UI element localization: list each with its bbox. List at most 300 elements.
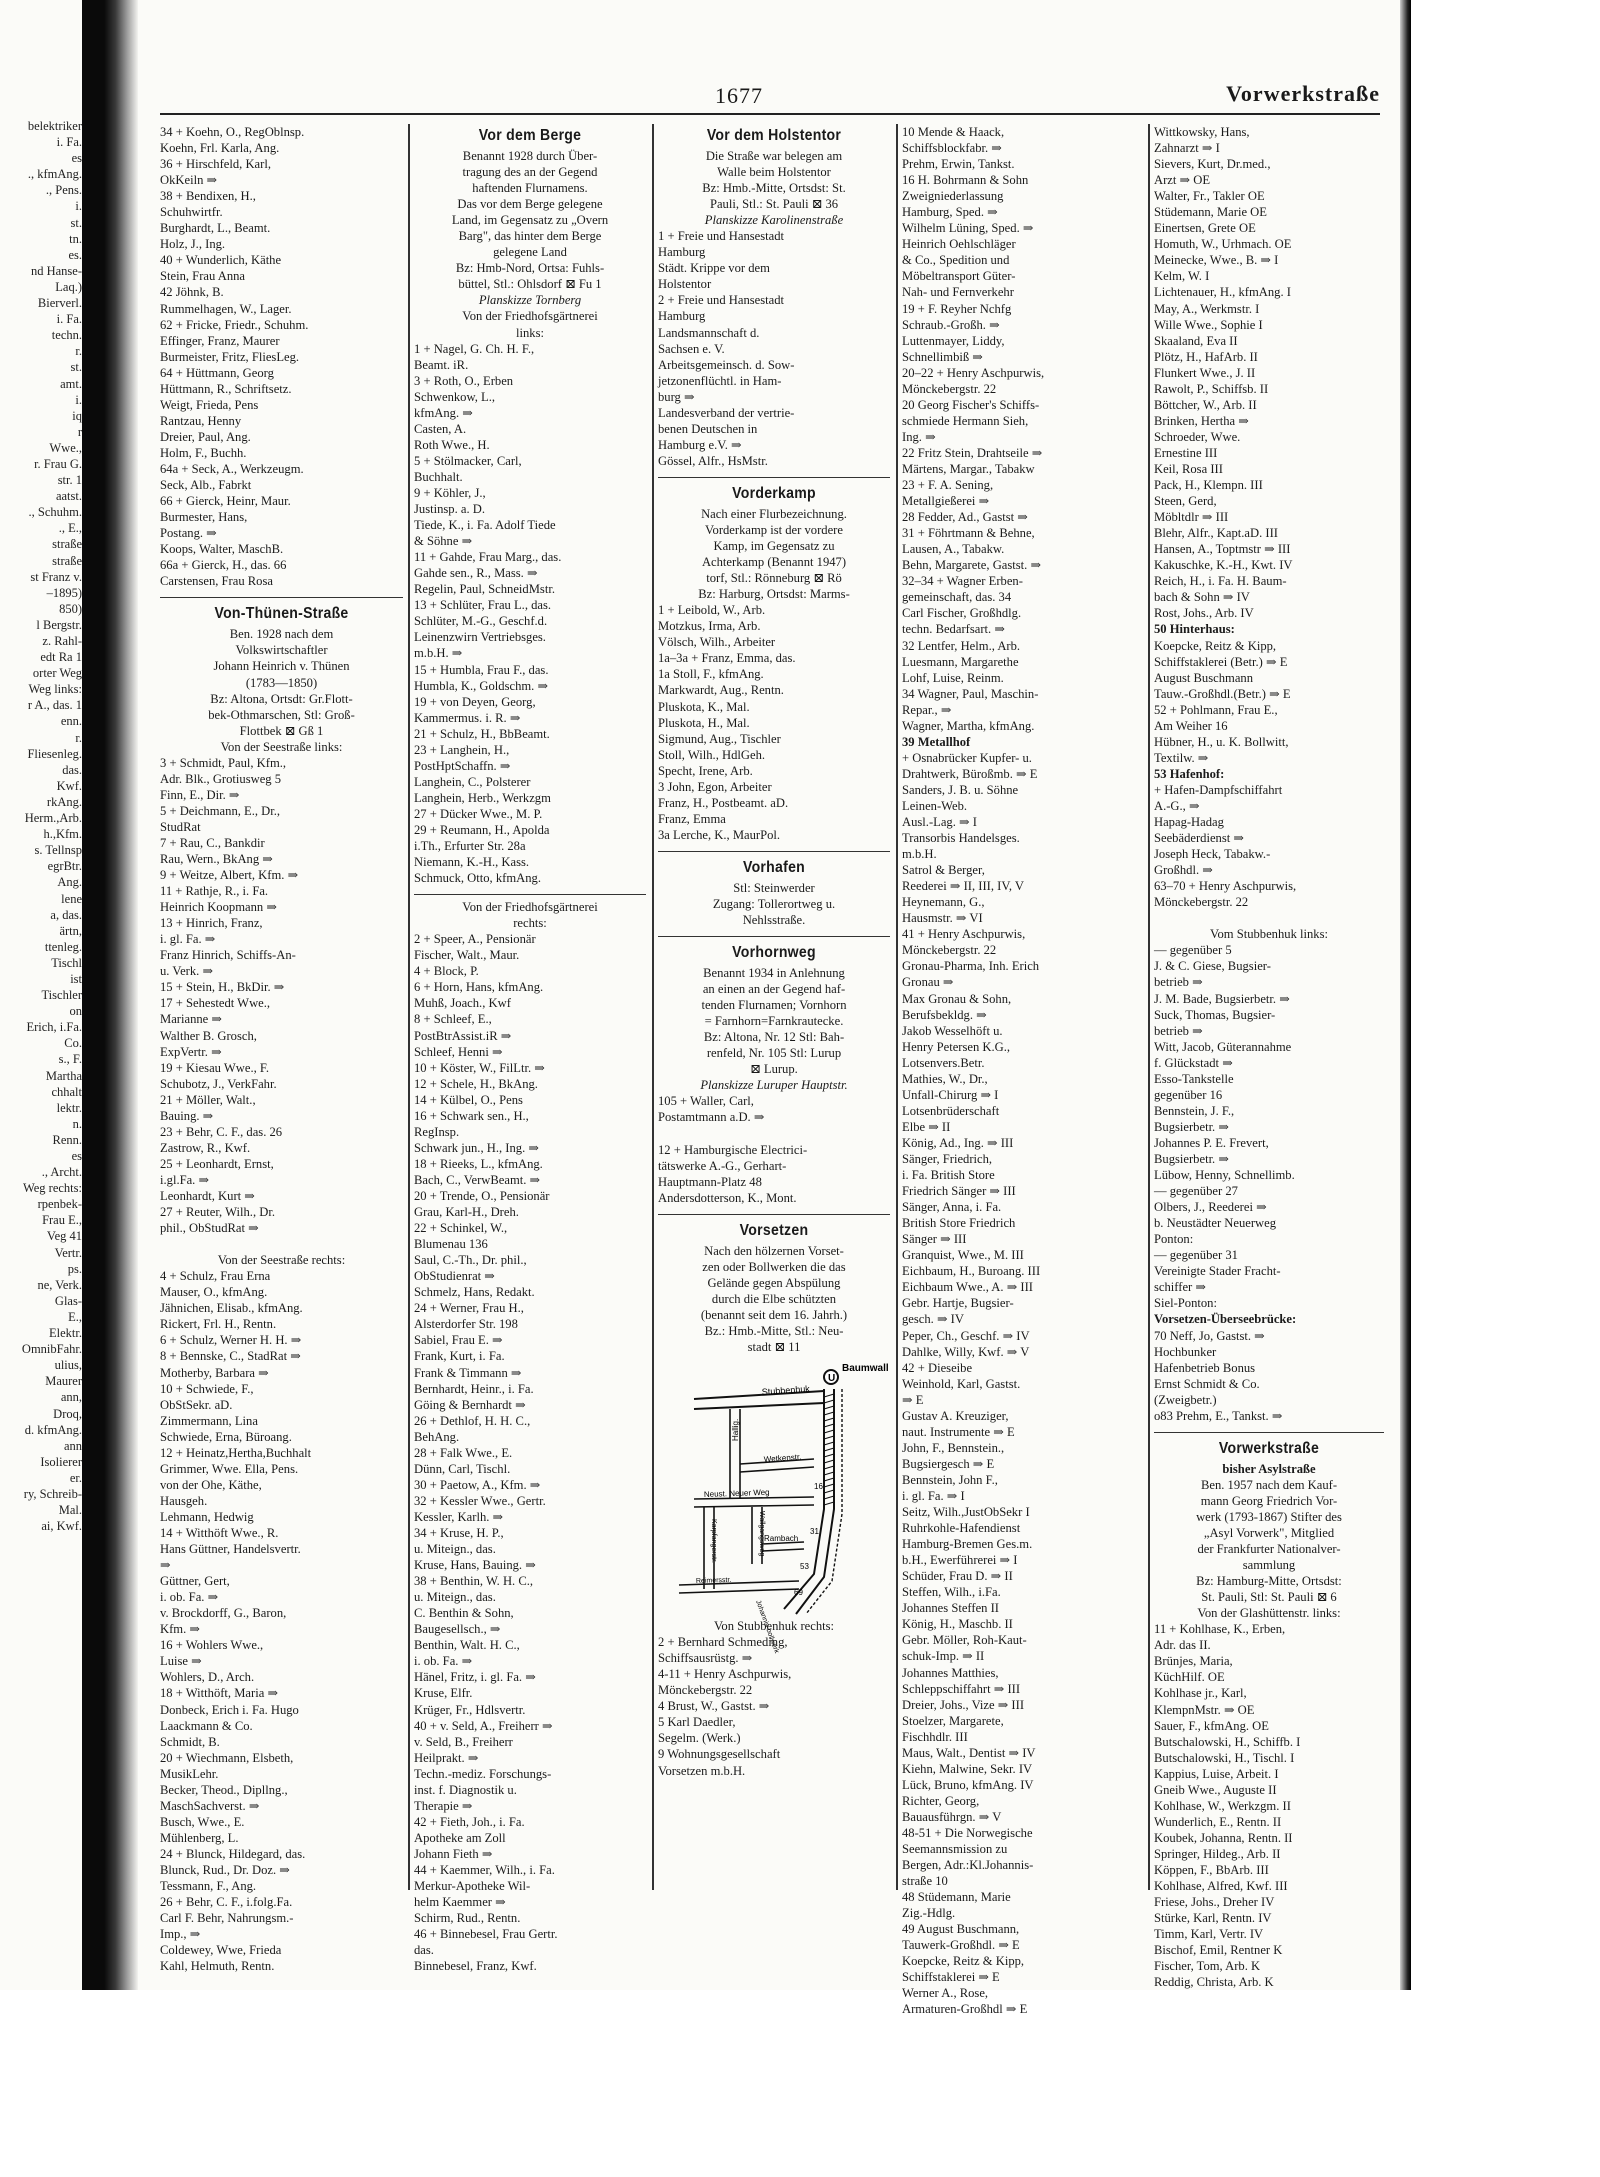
fragment-line: Ang. — [57, 875, 82, 890]
entry-line: u. Miteign., das. — [414, 1542, 496, 1557]
book-gutter — [82, 0, 138, 1990]
entry-line: Mönckebergstr. 22 — [902, 381, 997, 396]
street-description: Kamp, im Gegensatz zu — [713, 539, 835, 554]
entry-line: Binnebesel, Franz, Kwf. — [414, 1959, 537, 1974]
entry-line: Schwark jun., H., Ing. ⇒ — [414, 1140, 539, 1155]
entry-line: Gebr. Hartje, Bugsier- — [902, 1296, 1014, 1311]
entry-line: Adr. Blk., Grotiusweg 5 — [160, 771, 282, 786]
street-description: Bz: Altona, Nr. 12 Stl: Bah- — [703, 1030, 845, 1045]
entry-line: Böttcher, W., Arb. II — [1154, 397, 1257, 412]
street-description: Von der Friedhofsgärtnerei — [462, 900, 598, 915]
fragment-line: Co. — [64, 1036, 82, 1051]
fragment-line: ., Schuhm. — [28, 505, 82, 520]
entry-line: Coldewey, Wwe, Frieda — [160, 1943, 282, 1958]
street-description: Bz: Hamburg-Mitte, Ortsdst: — [1196, 1574, 1342, 1589]
map-label: Neust. Neuer Weg — [703, 1487, 770, 1500]
entry-line: 28 Fedder, Ad., Gastst ⇒ — [902, 510, 1028, 525]
fragment-line: on — [69, 1004, 82, 1019]
fragment-line: 850) — [59, 601, 82, 616]
map-label: Stubbenhuk — [761, 1383, 811, 1398]
entry-line: (Zweigbetr.) — [1154, 1392, 1217, 1407]
entry-line: Koepcke, Reitz & Kipp, — [1154, 638, 1277, 653]
fragment-line: edt Ra 1 — [40, 650, 82, 665]
street-heading: Von-Thünen-Straße — [214, 605, 349, 623]
entry-line: Köppen, F., BbArb. III — [1154, 1862, 1269, 1877]
entry-line: Friese, Johs., Dreher IV — [1154, 1895, 1275, 1910]
entry-line: Mönckebergstr. 22 — [1154, 895, 1249, 910]
entry-line: 66 + Gierck, Heinr, Maur. — [160, 494, 291, 509]
entry-line: Wunderlich, E., Rentn. II — [1154, 1814, 1282, 1829]
entry-line: Grau, Karl-H., Dreh. — [414, 1205, 519, 1220]
entry-line: Am Weiher 16 — [1154, 718, 1228, 733]
entry-line: J. & C. Giese, Bugsier- — [1154, 959, 1271, 974]
section-rule — [1154, 1424, 1384, 1433]
fragment-line: Droq, — [53, 1406, 82, 1421]
fragment-line: st. — [70, 360, 82, 375]
entry-line: KlempnMstr. ⇒ OE — [1154, 1702, 1255, 1717]
entry-line: Lohf, Luise, Reinm. — [902, 670, 1004, 685]
street-description: Bz: Hmb.-Mitte, Ortsdst: St. — [702, 181, 846, 196]
entry-line: Hochbunker — [1154, 1344, 1217, 1359]
column-divider — [652, 124, 654, 1890]
fragment-line: str. 1 — [57, 473, 82, 488]
fragment-line: ist — [70, 971, 82, 986]
entry-line: 3 John, Egon, Arbeiter — [658, 779, 772, 794]
map-street-line — [762, 1549, 804, 1551]
map-hatch — [824, 1484, 834, 1487]
map-label: Wallgangsweg — [758, 1511, 765, 1557]
entry-line: 38 + Bendixen, H., — [160, 189, 256, 204]
entry-line: Muhß, Joach., Kwf — [414, 996, 511, 1011]
entry-line: Dreier, Johs., Vize ⇒ III — [902, 1697, 1025, 1712]
entry-line: von der Ohe, Käthe, — [160, 1477, 262, 1492]
fragment-line: ann, — [60, 1390, 82, 1405]
entry-line: Rickert, Frl. H., Rentn. — [160, 1317, 277, 1332]
entry-line: 22 + Schinkel, W., — [414, 1221, 508, 1236]
entry-line: Burmeister, Fritz, FliesLeg. — [160, 349, 300, 364]
entry-line: Bennstein, J. F., — [1154, 1103, 1235, 1118]
entry-line: Lehmann, Hedwig — [160, 1509, 254, 1524]
entry-line: Kakuschke, K.-H., Kwt. IV — [1154, 558, 1293, 573]
entry-line: Brünjes, Maria, — [1154, 1654, 1233, 1669]
entry-line: Schmidt, B. — [160, 1734, 220, 1749]
entry-line: Nah- und Fernverkehr — [902, 285, 1014, 300]
street-description: Nach den hölzernen Vorset- — [704, 1243, 844, 1258]
entry-line: 105 + Waller, Carl, — [658, 1094, 754, 1109]
street-description: Von der Friedhofsgärtnerei — [462, 309, 598, 324]
fragment-line: Kwf. — [56, 778, 82, 793]
fragment-line: i. Fa. — [56, 312, 82, 327]
entry-line: u. Verk. ⇒ — [160, 964, 213, 979]
entry-line: Schwiede, Erna, Büroang. — [160, 1429, 292, 1444]
entry-line: i. gl. Fa. ⇒ — [160, 932, 216, 947]
entry-line: Carstensen, Frau Rosa — [160, 574, 273, 589]
column-3 — [658, 124, 890, 1900]
entry-line: Hausgeh. — [160, 1493, 208, 1508]
fragment-line: a, das. — [50, 907, 82, 922]
map-hatch — [824, 1442, 834, 1445]
entry-line: Metallgießerei ⇒ — [902, 494, 990, 509]
entry-line: Markwardt, Aug., Rentn. — [658, 683, 784, 698]
entry-line: Lübow, Henny, Schnellimb. — [1154, 1168, 1295, 1183]
entry-line: 50 Hinterhaus: — [1154, 622, 1235, 637]
entry-line: 26 + Behr, C. F., i.folg.Fa. — [160, 1895, 293, 1910]
entry-line: Ruhrkohle-Hafendienst — [902, 1521, 1021, 1536]
entry-line: 14 + Külbel, O., Pens — [414, 1092, 523, 1107]
entry-line: Märtens, Margar., Tabakw — [902, 461, 1035, 476]
entry-line: Zimmermann, Lina — [160, 1413, 258, 1428]
entry-line: Apotheke am Zoll — [414, 1830, 506, 1845]
fragment-line: aatst. — [55, 489, 82, 504]
entry-line: Max Gronau & Sohn, — [902, 991, 1012, 1006]
entry-line: Hübner, H., u. K. Bollwitt, — [1154, 734, 1289, 749]
entry-line: 2 + Speer, A., Pensionär — [414, 932, 536, 947]
page-edge-shadow — [1400, 0, 1411, 1990]
entry-line: 40 + Wunderlich, Käthe — [160, 253, 282, 268]
entry-line: 42 + Dieseibe — [902, 1360, 973, 1375]
entry-line: Unfall-Chirurg ⇒ I — [902, 1087, 999, 1102]
entry-line: Saul, C.-Th., Dr. phil., — [414, 1253, 527, 1268]
entry-line: 3 + Schmidt, Paul, Kfm., — [160, 755, 287, 770]
street-description: Von der Glashüttenstr. links: — [1197, 1606, 1341, 1621]
entry-line: Skaaland, Eva II — [1154, 333, 1238, 348]
entry-line: 27 + Reuter, Wilh., Dr. — [160, 1205, 275, 1220]
street-description: büttel, Stl.: Ohlsdorf ⊠ Fu 1 — [458, 277, 602, 292]
entry-line — [658, 1126, 890, 1142]
entry-line: 2 + Bernhard Schmeding, — [658, 1635, 788, 1650]
entry-line: Luesmann, Margarethe — [902, 654, 1019, 669]
entry-line: Beamt. iR. — [414, 357, 469, 372]
map-hatch — [824, 1418, 834, 1421]
entry-line: Granquist, Wwe., M. III — [902, 1248, 1024, 1263]
fragment-line: Weg links: — [28, 682, 82, 697]
entry-line: Techn.-mediz. Forschungs- — [414, 1766, 552, 1781]
entry-line: 10 + Köster, W., FilLtr. ⇒ — [414, 1060, 545, 1075]
street-description: stadt ⊠ 11 — [747, 1340, 801, 1355]
fragment-line: ann — [63, 1438, 82, 1453]
entry-line: Schraub.-Großh. ⇒ — [902, 317, 1000, 332]
fragment-line: Herm.,Arb. — [24, 811, 82, 826]
entry-line: Richter, Georg, — [902, 1793, 980, 1808]
street-description: Benannt 1934 in Anlehnung — [703, 966, 845, 981]
street-description: Planskizze Karolinenstraße — [704, 213, 844, 228]
street-description: links: — [516, 325, 544, 340]
entry-line: b.H., Ewerführerei ⇒ I — [902, 1553, 1018, 1568]
entry-line: Zahnarzt ⇒ I — [1154, 141, 1220, 156]
entry-line: Sänger, Anna, i. Fa. — [902, 1200, 1002, 1215]
street-heading: Vor dem Berge — [478, 127, 582, 144]
entry-line: 11 + Rathje, R., i. Fa. — [160, 884, 269, 899]
entry-line: Hauptmann-Platz 48 — [658, 1174, 762, 1189]
fragment-line: orter Weg — [32, 666, 82, 681]
entry-line: Weinhold, Karl, Gastst. — [902, 1376, 1021, 1391]
fragment-line: enn. — [60, 714, 82, 729]
entry-line: Bischof, Emil, Rentner K — [1154, 1943, 1283, 1958]
entry-line: Blumenau 136 — [414, 1237, 488, 1252]
entry-line: Rantzau, Henny — [160, 413, 242, 428]
entry-line: 29 + Reumann, H., Apolda — [414, 822, 550, 837]
entry-line: Steen, Gerd, — [1154, 494, 1217, 509]
entry-line: Seitz, Wilh.,JustObSekr I — [902, 1505, 1030, 1520]
entry-line: Wagner, Martha, kfmAng. — [902, 718, 1035, 733]
entry-line: Sänger, Friedrich, — [902, 1152, 993, 1166]
entry-line: Städt. Krippe vor dem — [658, 261, 770, 276]
map-hatch — [824, 1406, 834, 1409]
entry-line: helm Kaemmer ⇒ — [414, 1895, 506, 1910]
entry-line: Berufsbekldg. ⇒ — [902, 1007, 987, 1022]
entry-line: Sänger ⇒ III — [902, 1232, 967, 1247]
entry-line: 22 Fritz Stein, Drahtseile ⇒ — [902, 445, 1043, 460]
entry-line: Bugsiergesch ⇒ E — [902, 1456, 995, 1471]
street-description: „Asyl Vorwerk", Mitglied — [1203, 1525, 1335, 1540]
entry-line: Hans Güttner, Handelsvertr. — [160, 1542, 301, 1557]
fragment-line: r. Frau G. — [34, 456, 82, 471]
entry-line: — gegenüber 27 — [1154, 1184, 1238, 1199]
street-heading: Vorwerkstraße — [1218, 1439, 1320, 1457]
entry-line: Lichtenauer, H., kfmAng. I — [1154, 285, 1291, 300]
fragment-line: nd Hanse- — [30, 263, 82, 278]
entry-line: 24 + Blunck, Hildegard, das. — [160, 1846, 306, 1861]
entry-line: Holm, F., Buchh. — [160, 445, 247, 460]
entry-line: BehAng. — [414, 1429, 460, 1444]
column-4 — [902, 124, 1142, 2017]
entry-line: Zig.-Hdlg. — [902, 1906, 956, 1921]
entry-line: Laackmann & Co. — [160, 1718, 253, 1733]
fragment-line: st Franz v. — [30, 569, 82, 584]
street-description: Nehlsstraße. — [742, 913, 806, 928]
entry-line: jetzonenflüchtl. in Ham- — [658, 373, 782, 388]
entry-line: 38 + Benthin, W. H. C., — [414, 1574, 534, 1589]
column-2 — [414, 124, 646, 1974]
entry-line: Springer, Hildeg., Arb. II — [1154, 1846, 1281, 1861]
entry-line: Maus, Walt., Dentist ⇒ IV — [902, 1745, 1036, 1760]
map-label: 69 — [794, 1588, 803, 1598]
street-description: tragung des an der Gegend — [462, 165, 598, 180]
entry-line: PostBtrAssist.iR ⇒ — [414, 1028, 512, 1043]
entry-line: Wittkowsky, Hans, — [1154, 125, 1250, 139]
page-number: 1677 — [715, 83, 763, 108]
entry-line: Johannes Steffen II — [902, 1601, 999, 1616]
entry-line: 28 + Falk Wwe., E. — [414, 1445, 513, 1460]
entry-line: Leonhardt, Kurt ⇒ — [160, 1189, 255, 1203]
fragment-line: i. — [75, 199, 82, 214]
entry-line: 25 + Leonhardt, Ernst, — [160, 1156, 274, 1171]
entry-line: Ernst Schmidt & Co. — [1154, 1376, 1260, 1391]
entry-line: Motherby, Barbara ⇒ — [160, 1365, 269, 1380]
entry-line: phil., ObStudRat ⇒ — [160, 1221, 259, 1236]
entry-line: Meinecke, Wwe., B. ⇒ I — [1154, 253, 1279, 268]
entry-line: Witt, Jacob, Güterannahme — [1154, 1039, 1292, 1054]
entry-line: Olbers, J., Reederei ⇒ — [1154, 1200, 1267, 1215]
street-description: renfeld, Nr. 105 Stl: Lurup — [706, 1046, 842, 1061]
fragment-line: lene — [61, 891, 82, 906]
entry-line: Gneib Wwe., Auguste II — [1154, 1782, 1277, 1797]
map-hatch — [824, 1412, 834, 1415]
entry-line: Henry Petersen K.G., — [902, 1039, 1011, 1054]
entry-line: Kessler, Karlh. ⇒ — [414, 1509, 504, 1524]
entry-line: Jähnichen, Elisab., kfmAng. — [160, 1301, 303, 1316]
map-label: Hallig. — [731, 1418, 740, 1442]
page-header — [160, 75, 1380, 109]
entry-line: 11 + Gahde, Frau Marg., das. — [414, 550, 562, 565]
entry-line: Möbeltransport Güter- — [902, 269, 1016, 284]
entry-line: Buchhalt. — [414, 469, 463, 484]
fragment-line: techn. — [51, 328, 82, 343]
map-hatch — [824, 1472, 834, 1475]
entry-line: gesch. ⇒ IV — [902, 1312, 964, 1327]
map-hatch — [824, 1466, 834, 1469]
entry-line: 18 + Rieeks, L., kfmAng. — [414, 1156, 543, 1171]
street-description: (1783—1850) — [245, 675, 318, 690]
entry-line: Lück, Bruno, kfmAng. IV — [902, 1777, 1034, 1792]
entry-line: May, A., Werkmstr. I — [1154, 301, 1260, 316]
street-description: Bz.: Hmb.-Mitte, Stl.: Neu- — [704, 1324, 844, 1338]
entry-line: Siel-Ponton: — [1154, 1296, 1217, 1311]
entry-line: 20–22 + Henry Aschpurwis, — [902, 365, 1045, 380]
entry-line: Flunkert Wwe., J. II — [1154, 365, 1256, 380]
entry-line: Reddig, Christa, Arb. K — [1154, 1975, 1274, 1990]
fragment-line: i. Fa. — [56, 135, 82, 150]
map-label: Baumwall — [842, 1363, 889, 1375]
entry-line: ObStSekr. aD. — [160, 1397, 233, 1412]
entry-line: Tauw.-Großhdl.(Betr.) ⇒ E — [1154, 686, 1291, 701]
street-description: Benannt 1928 durch Über- — [462, 149, 598, 163]
entry-line: straße 10 — [902, 1874, 948, 1889]
entry-line: Repar., ⇒ — [902, 702, 952, 717]
entry-line: 12 + Heinatz,Hertha,Buchhalt — [160, 1445, 312, 1460]
fragment-line: Tischl — [51, 955, 82, 970]
fragment-line: n. — [72, 1116, 82, 1131]
fragment-line: er. — [69, 1470, 82, 1485]
fragment-line: es — [71, 1149, 82, 1163]
entry-line: 5 + Stölmacker, Carl, — [414, 453, 522, 468]
entry-line: Kohlhase, Alfred, Kwf. III — [1154, 1879, 1288, 1894]
map-street-line — [694, 1403, 824, 1409]
entry-line: Johannes Matthies, — [902, 1665, 999, 1680]
entry-line: Bauausführgn. ⇒ V — [902, 1809, 1002, 1824]
entry-line: Johann Fieth ⇒ — [414, 1846, 493, 1861]
entry-line: 32–34 + Wagner Erben- — [902, 574, 1023, 589]
entry-line: Sievers, Kurt, Dr.med., — [1154, 157, 1271, 172]
map-hatch — [824, 1448, 834, 1451]
entry-line: Butschalowski, H., Schiffb. I — [1154, 1734, 1301, 1749]
entry-line: Vorsetzen-Überseebrücke: — [1154, 1312, 1297, 1327]
entry-line: Koops, Walter, MaschB. — [160, 542, 284, 557]
entry-line: Koehn, Frl. Karla, Ang. — [160, 141, 280, 156]
fragment-line: Laq.) — [55, 279, 82, 294]
street-description: Ben. 1928 nach dem — [229, 627, 334, 642]
entry-line: Steffen, Wilh., i.Fa. — [902, 1585, 1001, 1600]
vorsetzen-road-edge — [796, 1389, 834, 1614]
fragment-line: ., Pens. — [45, 183, 82, 198]
entry-line: Suck, Thomas, Bugsier- — [1154, 1007, 1276, 1022]
entry-line: 9 + Köhler, J., — [414, 485, 486, 500]
fragment-line: d. kfmAng. — [24, 1422, 82, 1437]
entry-line: & Söhne ⇒ — [414, 534, 473, 549]
column-divider — [896, 124, 898, 1890]
entry-line: Koubek, Johanna, Rentn. II — [1154, 1830, 1293, 1845]
street-description: sammlung — [1242, 1558, 1296, 1573]
entry-line: kfmAng. ⇒ — [414, 405, 473, 420]
entry-line: Stürke, Karl, Rentn. IV — [1154, 1911, 1272, 1926]
fragment-line: egrBtr. — [47, 859, 82, 874]
street-description: bisher Asylstraße — [1222, 1461, 1316, 1476]
entry-line: Schleppschiffahrt ⇒ III — [902, 1681, 1021, 1696]
fragment-line: Isolierer — [40, 1454, 82, 1469]
entry-line: 1 + Nagel, G. Ch. H. F., — [414, 341, 535, 356]
fragment-line: rpenbek- — [37, 1197, 82, 1212]
entry-line: Pack, H., Klempn. III — [1154, 478, 1263, 493]
entry-line: StudRat — [160, 819, 201, 834]
entry-line — [160, 1236, 403, 1252]
entry-line: 1a–3a + Franz, Emma, das. — [658, 651, 796, 666]
entry-line: Ernestine III — [1154, 445, 1218, 460]
entry-line: 52 + Pohlmann, Frau E., — [1154, 702, 1278, 717]
entry-line: i. ob. Fa. ⇒ — [160, 1590, 219, 1605]
street-description: der Frankfurter Nationalver- — [1197, 1542, 1341, 1557]
entry-line: Fischhdlr. III — [902, 1729, 968, 1744]
entry-line: Segelm. (Werk.) — [658, 1731, 741, 1746]
street-description: Volkswirtschaftler — [235, 643, 328, 658]
entry-line: 70 Neff, Jo, Gastst. ⇒ — [1154, 1328, 1265, 1343]
entry-line: Leinenzwirn Vertriebsges. — [414, 630, 546, 645]
entry-line: 34 Wagner, Paul, Maschin- — [902, 686, 1039, 701]
entry-line: Keil, Rosa III — [1154, 461, 1223, 476]
entry-line: Carl F. Behr, Nahrungsm.- — [160, 1911, 294, 1926]
entry-line: Luttenmayer, Liddy, — [902, 333, 1005, 348]
entry-line: Frank, Kurt, i. Fa. — [414, 1349, 505, 1364]
entry-line: Carl Fischer, Großhdlg. — [902, 606, 1022, 621]
entry-line: Hamburg — [658, 245, 706, 260]
fragment-line: ., Archt. — [41, 1165, 82, 1180]
fragment-line: chhalt — [51, 1084, 82, 1099]
fragment-line: es. — [68, 247, 82, 262]
entry-line: Peper, Ch., Geschf. ⇒ IV — [902, 1328, 1030, 1343]
entry-line: 10 + Schwiede, F., — [160, 1381, 254, 1396]
section-rule — [658, 928, 890, 937]
street-description: an einen an der Gegend haf- — [702, 982, 846, 997]
entry-line: — gegenüber 31 — [1154, 1248, 1238, 1263]
fragment-line: Renn. — [52, 1132, 82, 1147]
entry-line: Marianne ⇒ — [160, 1012, 222, 1027]
entry-line: 12 + Schele, H., BkAng. — [414, 1076, 538, 1091]
fragment-line: –1895) — [46, 585, 82, 600]
entry-line: 24 + Werner, Frau H., — [414, 1301, 524, 1316]
street-heading: Vorhornweg — [732, 944, 816, 962]
entry-line: f. Glückstadt ⇒ — [1154, 1055, 1233, 1070]
map-hatch — [824, 1496, 834, 1499]
entry-line: 9 + Weitze, Albert, Kfm. ⇒ — [160, 868, 299, 883]
street-description: ⊠ Lurup. — [750, 1062, 798, 1077]
entry-line: Hafenbetrieb Bonus — [1154, 1360, 1256, 1375]
street-description: Nach einer Flurbezeichnung. — [701, 506, 847, 521]
fragment-line: s. Tellnsp — [34, 843, 82, 858]
entry-line: 20 Georg Fischer's Schiffs- — [902, 397, 1040, 412]
entry-line: 8 + Schleef, E., — [414, 1012, 492, 1027]
entry-line: RegInsp. — [414, 1124, 460, 1139]
entry-line: 4 + Schulz, Frau Erna — [160, 1269, 271, 1284]
entry-line: benen Deutschen in — [658, 421, 758, 436]
entry-line: 46 + Binnebesel, Frau Gertr. — [414, 1927, 558, 1942]
entry-line: Mönckebergstr. 22 — [658, 1683, 753, 1698]
entry-line: 6 + Schulz, Werner H. H. ⇒ — [160, 1333, 302, 1348]
fragment-line: straße — [52, 537, 82, 552]
entry-line: Hausmstr. ⇒ VI — [902, 911, 983, 926]
fragment-line: Vertr. — [54, 1245, 82, 1260]
fragment-line: Frau E., — [42, 1213, 82, 1228]
entry-line: Donbeck, Erich i. Fa. Hugo — [160, 1702, 299, 1717]
entry-line: schuk-Imp. ⇒ II — [902, 1649, 985, 1664]
